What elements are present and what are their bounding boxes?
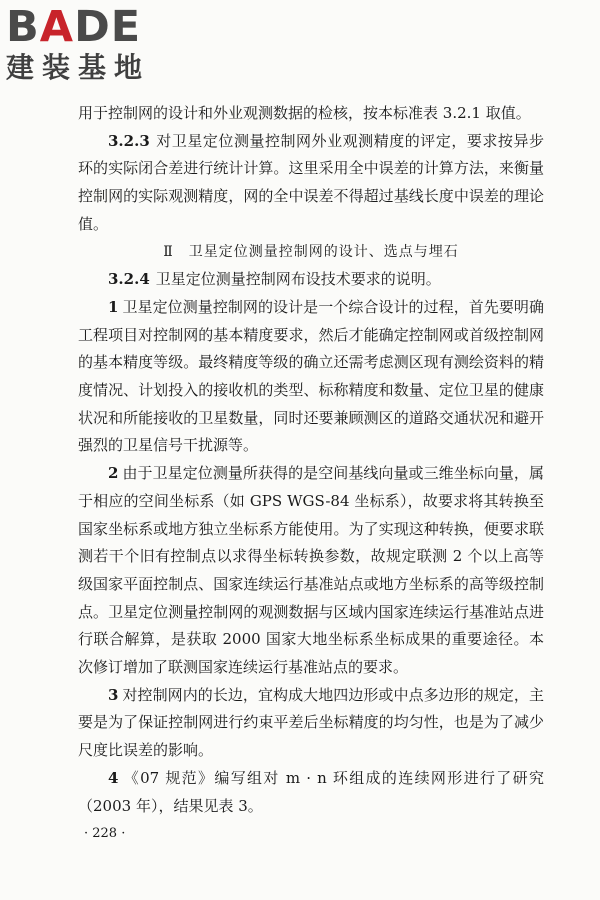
- logo-wordmark: BADE: [6, 2, 142, 52]
- item-4: 4 《07 规范》编写组对 m · n 环组成的连续网形进行了研究（2003 年），结果见表 3。: [78, 768, 544, 815]
- item-3: 3 对控制网内的长边，宜构成大地四边形或中点多边形的规定，主要是为了保证控制网进行约束平差后坐标精度的均匀性，也是为了减少尺度比误差的影响。: [78, 685, 544, 760]
- clause-3-2-4: 3.2.4 卫星定位测量控制网布设技术要求的说明。: [108, 270, 441, 289]
- item-number: 3: [108, 685, 119, 704]
- bade-logo: [6, 4, 176, 84]
- logo-subtitle: 建装基地: [6, 51, 151, 84]
- page-number: · 228 ·: [84, 826, 126, 842]
- document-body: [78, 100, 544, 848]
- item-1: 1 卫星定位测量控制网的设计是一个综合设计的过程，首先要明确工程项目对控制网的基本精度要求，然后才能确定控制网或首级控制网的基本精度等级。最终精度等级的确立还需考虑测区现有测绘资料的精度情况、计划投入的接收机的类型、标称精度和数量、定位卫星的健康状况和所能接收的卫星数量，同时还要兼顾测区的道路交通状况和避开强烈的卫星信号干扰源等。: [78, 297, 544, 455]
- item-2: 2 由于卫星定位测量所获得的是空间基线向量或三维坐标向量，属于相应的空间坐标系（如 GPS WGS-84 坐标系），故要求将其转换至国家坐标系或地方独立坐标系方能使用。为了实现这种转换，便要求联测若干个旧有控制点以求得坐标转换参数，故规定联测 2 个以上高等级国家平面控制点、国家连续运行基准站点或地方坐标系的高等级控制点。卫星定位测量控制网的观测数据与区域内国家连续运行基准站点进行联合解算，是获取 2000 国家大地坐标系坐标成果的重要途径。本次修订增加了联测国家连续运行基准站点的要求。: [78, 464, 544, 677]
- section-heading: Ⅱ 卫星定位测量控制网的设计、选点与埋石: [163, 243, 459, 260]
- item-number: 4: [108, 768, 119, 787]
- clause-number: 3.2.4: [108, 270, 150, 289]
- clause-3-2-3: 3.2.3 对卫星定位测量控制网外业观测精度的评定，要求按异步环的实际闭合差进行统计计算。这里采用全中误差的计算方法，来衡量控制网的实际观测精度，网的全中误差不得超过基线长度中误差的理论值。: [78, 131, 544, 233]
- clause-number: 3.2.3: [108, 131, 150, 150]
- item-number: 2: [108, 464, 119, 483]
- paragraph-continued: 用于控制网的设计和外业观测数据的检核，按本标准表 3.2.1 取值。: [78, 104, 531, 122]
- item-number: 1: [108, 297, 119, 316]
